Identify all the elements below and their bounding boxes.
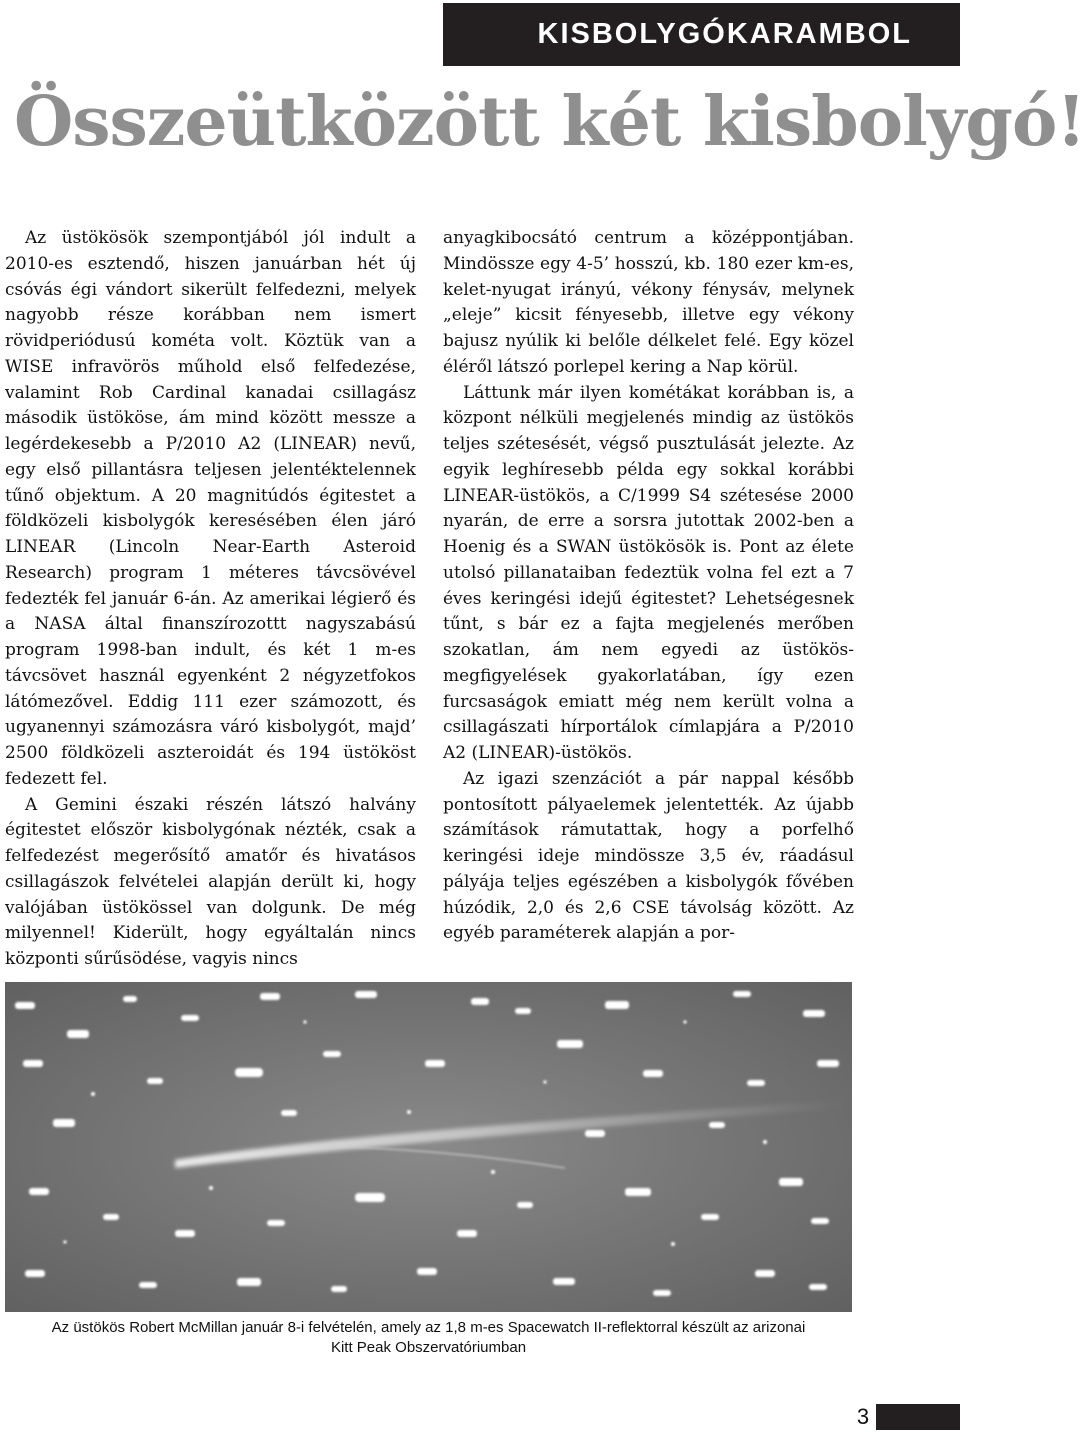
paragraph: anyagkibocsátó centrum a középpontjában. Mindössze egy 4-5’ hosszú, kb. 180 ezer km-es, kelet-nyugat irányú, vékony fénysáv, melynek „eleje” kicsit fényesebb, illetve egy vékony bajusz nyúlik ki belőle délkelet felé. Egy közel éléről látszó porlepel kering a Nap körül. [443,228,854,377]
paragraph: A Gemini északi részén látszó halvány égitestet először kisbolygónak nézték, csak a felfedezést megerősítő amatőr és hivatásos csillagászok felvételei alapján derült ki, hogy valójában üstökössel van dolgunk. De még milyennel! Kiderült, hogy egyáltalán nincs központi sűrűsödése, vagyis nincs [5,794,416,969]
article-column-right [443,226,854,947]
caption-line: Kitt Peak Obszervatóriumban [330,1339,527,1356]
page-number: 3 [850,1404,876,1430]
paragraph: Az igazi szenzációt a pár nappal később pontosított pályaelemek jelentették. Az újabb számítások rámutattak, hogy a porfelhő keringési ideje mindössze 3,5 év, ráadásul pályája teljes egészében a kisbolygók fővében húzódik, 2,0 és 2,6 CSE távolság között. Az egyéb paraméterek alapján a por- [443,768,854,944]
paragraph: Az üstökösök szempontjából jól indult a 2010-es esztendő, hiszen januárban hét új csóvás égi vándort sikerült felfedezni, melyek nagyobb része korábban nem ismert rövidperiódusú kométa volt. Köztük van a WISE infravörös műhold első felfedezése, valamint Rob Cardinal kanadai csillagász második üstököse, ám mind között messze a legérdekesebb a P/2010 A2 (LINEAR) nevű, egy első pillantásra teljesen jelentéktelennek tűnő objektum. A 20 magnitúdós égitestet a földközeli kisbolygók keresésében élen járó LINEAR (Lincoln Near-Earth Asteroid Research) program 1 méteres távcsövével fedezték fel január 6-án. Az amerikai légierő és a NASA által finanszírozottt nagyszabású program 1998-ban indult, és két 1 m-es távcsövet használ egyenként 2 négyzetfokos látómezővel. Eddig 111 ezer számozott, és ugyanennyi számozásra váró kisbolygót, majd’ 2500 földközeli aszteroidát és 194 üstököst fedezett fel. [5,228,416,789]
section-label: KISBOLYGÓKARAMBOL [537,18,912,50]
section-tag [443,3,960,66]
comet-photo [5,982,852,1312]
article-column-left [5,226,416,973]
article-title: Összeütközött két kisbolygó! [14,82,1085,162]
photo-caption [5,1318,852,1358]
caption-line: Az üstökös Robert McMillan január 8-i felvételén, amely az 1,8 m-es Spacewatch II-reflektorral készült az arizonai [51,1319,806,1336]
comet-photo-image [5,982,852,1312]
paragraph: Láttunk már ilyen kométákat korábban is, a központ nélküli megjelenés mindig az üstökös teljes szétesését, végső pusztulását jelezte. Az egyik leghíresebb példa egy sokkal korábbi LINEAR-üstökös, a C/1999 S4 szétesése 2000 nyarán, de erre a sorsra jutottak 2002-ben a Hoenig és a SWAN üstökösök is. Pont az élete utolsó pillanataiban fedeztük volna fel ezt a 7 éves keringési idejű égitestet? Lehetségesnek tűnt, s bár ez a fajta megjelenés merőben szokatlan, ám nem egyedi az üstökös-megfigyelések gyakorlatában, így ezen furcsaságok emiatt még nem került volna a csillagászati hírportálok címlapjára a P/2010 A2 (LINEAR)-üstökös. [443,382,854,763]
